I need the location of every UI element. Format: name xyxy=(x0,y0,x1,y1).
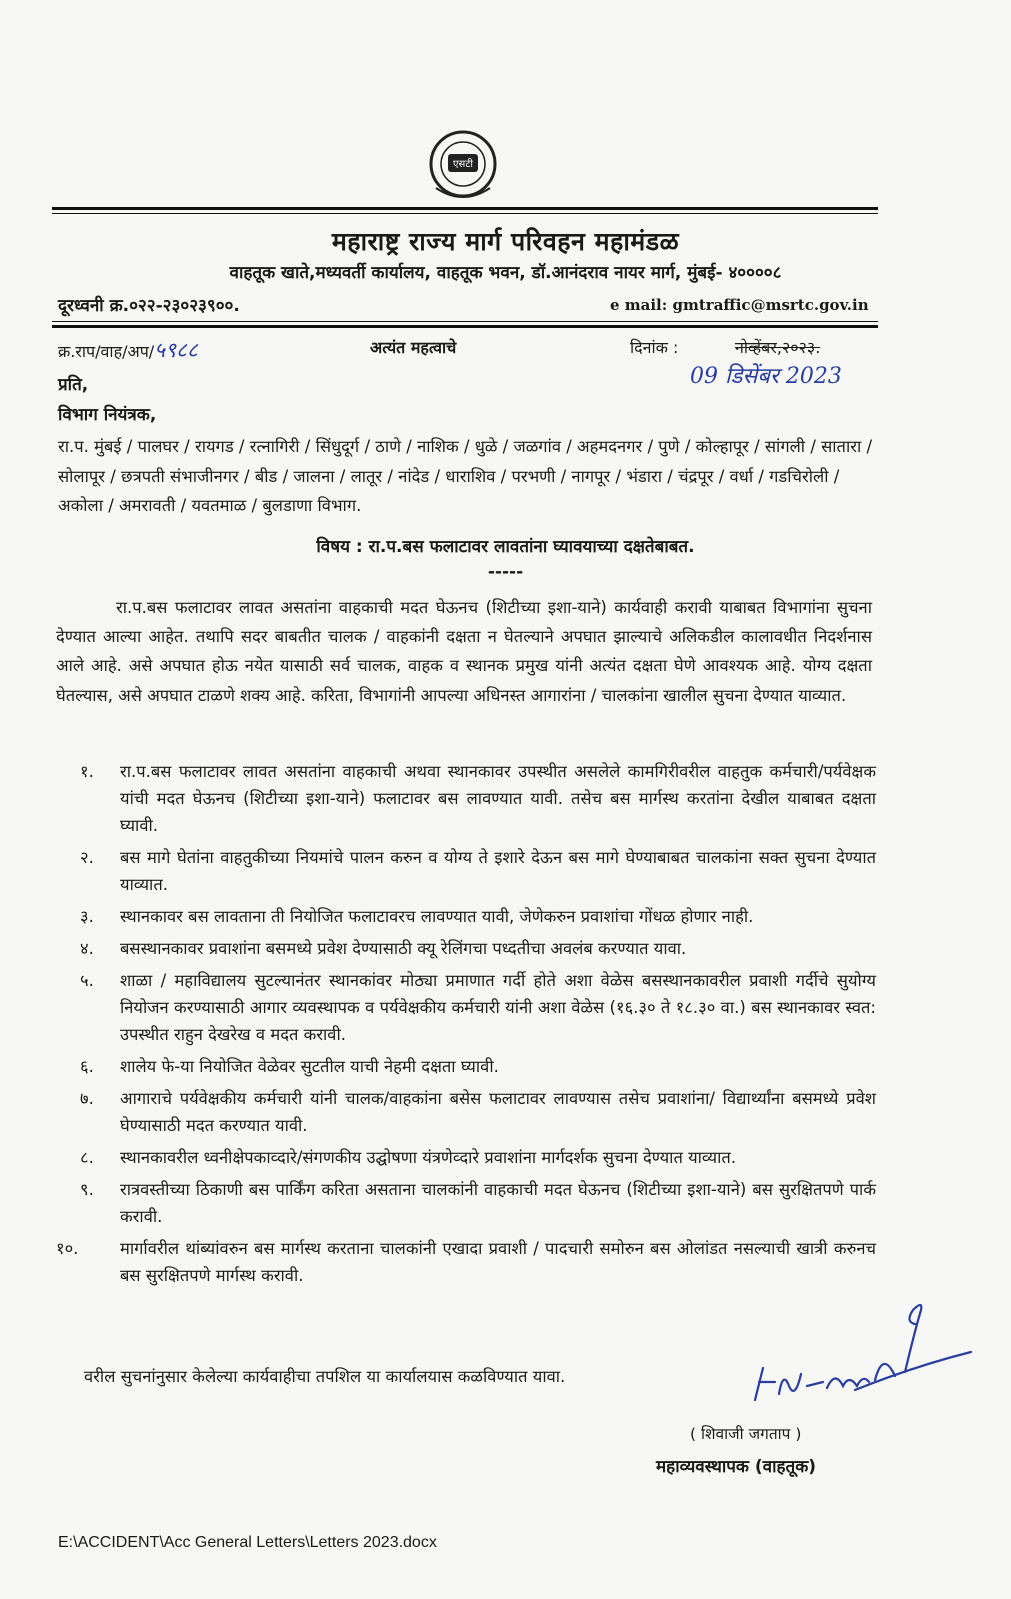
org-address: वाहतूक खाते,मध्यवर्ती कार्यालय, वाहतूक भवन, डॉ.आनंदराव नायर मार्ग, मुंबई- ४००००८ xyxy=(229,263,782,283)
closing-line: वरील सुचनांनुसार केलेल्या कार्यवाहीचा तपशिल या कार्यालयास कळविण्यात यावा. xyxy=(84,1367,566,1386)
date-handwritten: 09 डिसेंबर 2023 xyxy=(690,364,842,389)
recipient-divisions: रा.प. मुंबई / पालघर / रायगड / रत्नागिरी / सिंधुदूर्ग / ठाणे / नाशिक / धुळे / जळगांव / अहमदनगर / पुणे / कोल्हापूर / सांगली / सातारा / सोलापूर / छत्रपती संभाजीनगर / बीड / जालना / लातूर / नांदेड / धाराशिव / परभणी / नागपूर / भंडारा / चंद्रपूर / वर्धा / गडचिरोली / अकोला / अमरावती / यवतमाळ / बुलडाणा विभाग. xyxy=(58,437,873,515)
list-item: २. बस मागे घेतांना वाहतुकीच्या नियमांचे पालन करुन व योग्य ते इशारे देऊन बस मागे घेण्याबाबत चालकांना सक्त सुचना देण्यात याव्यात. xyxy=(80,848,876,894)
ref-number-handwritten: ५९८८ xyxy=(154,338,198,362)
msrtc-logo xyxy=(418,126,508,210)
subject-separator: ----- xyxy=(487,562,524,582)
file-path: E:\ACCIDENT\Acc General Letters\Letters 2023.docx xyxy=(58,1534,437,1551)
list-item: ७. आगाराचे पर्यवेक्षकीय कर्मचारी यांनी चालक/वाहकांना बसेस फलाटावर लावण्यास तसेच प्रवाशांना/ विद्यार्थ्यांना बसमध्ये प्रवेश घेण्यासाठी मदत करण्यात यावी. xyxy=(80,1089,876,1135)
recipient-designation: विभाग नियंत्रक, xyxy=(58,405,157,425)
list-item: ६. शालेय फे-या नियोजित वेळेवर सुटतील याची नेहमी दक्षता घ्यावी. xyxy=(80,1057,499,1076)
list-item: ८. स्थानकावरील ध्वनीक्षेपकाव्दारे/संगणकीय उद्घोषणा यंत्रणेव्दारे प्रवाशांना मार्गदर्शक सुचना देण्यात याव्यात. xyxy=(80,1148,737,1167)
header-rule-bottom-thin xyxy=(52,321,878,322)
signatory-designation: महाव्यवस्थापक (वाहतूक) xyxy=(656,1457,817,1477)
header-rule-top-thin xyxy=(52,213,878,214)
reference-number: क्र.राप/वाह/अप/५९८८ xyxy=(58,338,198,362)
svg-text:एसटी: एसटी xyxy=(453,159,473,170)
list-item: ३. स्थानकावर बस लावताना ती नियोजित फलाटावरच लावण्यात यावी, जेणेकरुन प्रवाशांचा गोंधळ होणार नाही. xyxy=(80,907,754,926)
signatory-name: ( शिवाजी जगताप ) xyxy=(690,1425,802,1443)
instruction-list xyxy=(56,758,876,1294)
org-phone: दूरध्वनी क्र.०२२-२३०२३९००. xyxy=(58,296,240,316)
priority-label: अत्यंत महत्वाचे xyxy=(370,338,457,357)
list-item: १०. मार्गावरील थांब्यांवरुन बस मार्गस्थ करताना चालकांनी एखादा प्रवाशी / पादचारी समोरुन बस ओलांडत नसल्याची खात्री करुनच बस सुरक्षितपणे मार्गस्थ करावी. xyxy=(56,1239,876,1285)
header-rule-top xyxy=(52,207,878,210)
list-item: १. रा.प.बस फलाटावर लावत असतांना वाहकाची अथवा स्थानकावर उपस्थीत असलेले कामगिरीवरील वाहतुक कर्मचारी/पर्यवेक्षक यांची मदत घेऊनच (शिटीच्या इशा-याने) फलाटावर बस लावण्यात यावी. तसेच बस मार्गस्थ करतांना देखील याबाबत दक्षता घ्यावी. xyxy=(80,762,876,835)
subject-line: विषय : रा.प.बस फलाटावर लावतांना घ्यावयाच्या दक्षतेबाबत. xyxy=(316,537,695,557)
list-item: ५. शाळा / महाविद्यालय सुटल्यानंतर स्थानकांवर मोठ्या प्रमाणात गर्दी होते अशा वेळेस बसस्थानकावरील प्रवाशी गर्दीचे सुयोग्य नियोजन करण्यासाठी आगार व्यवस्थापक व पर्यवेक्षकीय कर्मचारी यांनी अशा वेळेस (१६.३० ते १८.३० वा.) बस स्थानकावर स्वत: उपस्थीत राहुन देखरेख व मदत करावी. xyxy=(80,971,876,1044)
signature-scribble xyxy=(745,1290,985,1410)
org-name: महाराष्ट्र राज्य मार्ग परिवहन महामंडळ xyxy=(331,227,680,256)
list-item: ९. रात्रवस्तीच्या ठिकाणी बस पार्किंग करिता असताना चालकांनी वाहकाची मदत घेऊनच (शिटीच्या इशा-याने) बस सुरक्षितपणे पार्क करावी. xyxy=(80,1180,876,1226)
date-struck: नोव्हेंबर,२०२३. xyxy=(735,338,821,357)
list-item: ४. बसस्थानकावर प्रवाशांना बसमध्ये प्रवेश देण्यासाठी क्यू रेलिंगचा पध्दतीचा अवलंब करण्यात यावा. xyxy=(80,939,687,958)
recipient-to: प्रति, xyxy=(58,375,89,395)
date-label: दिनांक : xyxy=(630,338,679,357)
org-email: e mail: gmtraffic@msrtc.gov.in xyxy=(610,296,869,314)
header-rule-bottom xyxy=(52,325,878,328)
intro-paragraph: रा.प.बस फलाटावर लावत असतांना वाहकाची मदत घेऊनच (शिटीच्या इशा-याने) कार्यवाही करावी याबाबत विभागांना सुचना देण्यात आल्या आहेत. तथापि सदर बाबतीत चालक / वाहकांनी दक्षता न घेतल्याने अपघात झाल्याचे अलिकडील कालावधीत निदर्शनास आले आहे. असे अपघात होऊ नयेत यासाठी सर्व चालक, वाहक व स्थानक प्रमुख यांनी अत्यंत दक्षता घेणे आवश्यक आहे. योग्य दक्षता घेतल्यास, असे अपघात टाळणे शक्य आहे. करिता, विभागांनी आपल्या अधिनस्त आगारांना / चालकांना खालील सुचना देण्यात याव्यात. xyxy=(56,598,872,705)
